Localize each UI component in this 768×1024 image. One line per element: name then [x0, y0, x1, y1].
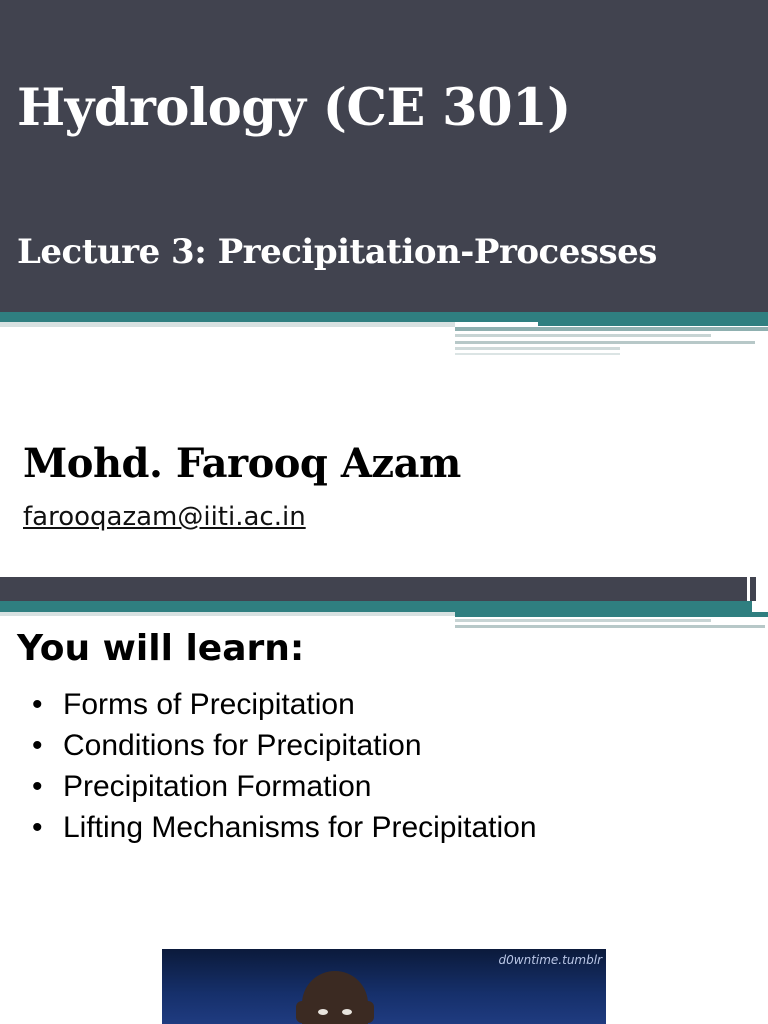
header-stripe: [455, 341, 755, 344]
list-item-text: Precipitation Formation: [63, 770, 372, 803]
list-item: [32, 766, 537, 807]
slide-title: Hydrology (CE 301): [17, 78, 571, 138]
bullet-icon: •: [32, 688, 43, 721]
author-email-link[interactable]: farooqazam@iiti.ac.in: [23, 502, 306, 532]
bullet-icon: •: [32, 729, 43, 762]
header-stripe: [455, 347, 620, 350]
header-stripe: [455, 327, 768, 331]
header-stripe: [455, 612, 768, 617]
header-stripe: [455, 334, 711, 337]
list-item-text: Lifting Mechanisms for Precipitation: [63, 811, 537, 844]
gif-watermark: d0wntime.tumblr: [498, 953, 602, 967]
person-eye: [318, 1009, 328, 1015]
list-item: [32, 725, 537, 766]
person-head: [302, 971, 368, 1024]
header-accent-shadow: [0, 322, 455, 327]
bullet-icon: •: [32, 770, 43, 803]
person-eye: [342, 1009, 352, 1015]
header-stripe: [455, 619, 711, 622]
content-slide-header: [0, 577, 756, 601]
header-accent-shadow: [0, 612, 455, 616]
header-stripe: [455, 353, 620, 355]
header-stripe: [455, 625, 765, 628]
list-item-text: Conditions for Precipitation: [63, 729, 422, 762]
bullet-icon: •: [32, 811, 43, 844]
header-edge-stripe: [758, 577, 761, 605]
list-item-text: Forms of Precipitation: [63, 688, 355, 721]
section-heading: You will learn:: [17, 628, 305, 669]
header-accent-bar: [538, 312, 768, 326]
learning-objectives-list: [32, 684, 537, 848]
embedded-gif-image: [162, 949, 606, 1024]
list-item: [32, 807, 537, 848]
slide-subtitle: Lecture 3: Precipitation-Processes: [17, 232, 657, 272]
header-accent-bar: [0, 601, 752, 612]
header-accent-bar: [0, 312, 540, 322]
list-item: [32, 684, 537, 725]
author-name: Mohd. Farooq Azam: [23, 440, 461, 487]
